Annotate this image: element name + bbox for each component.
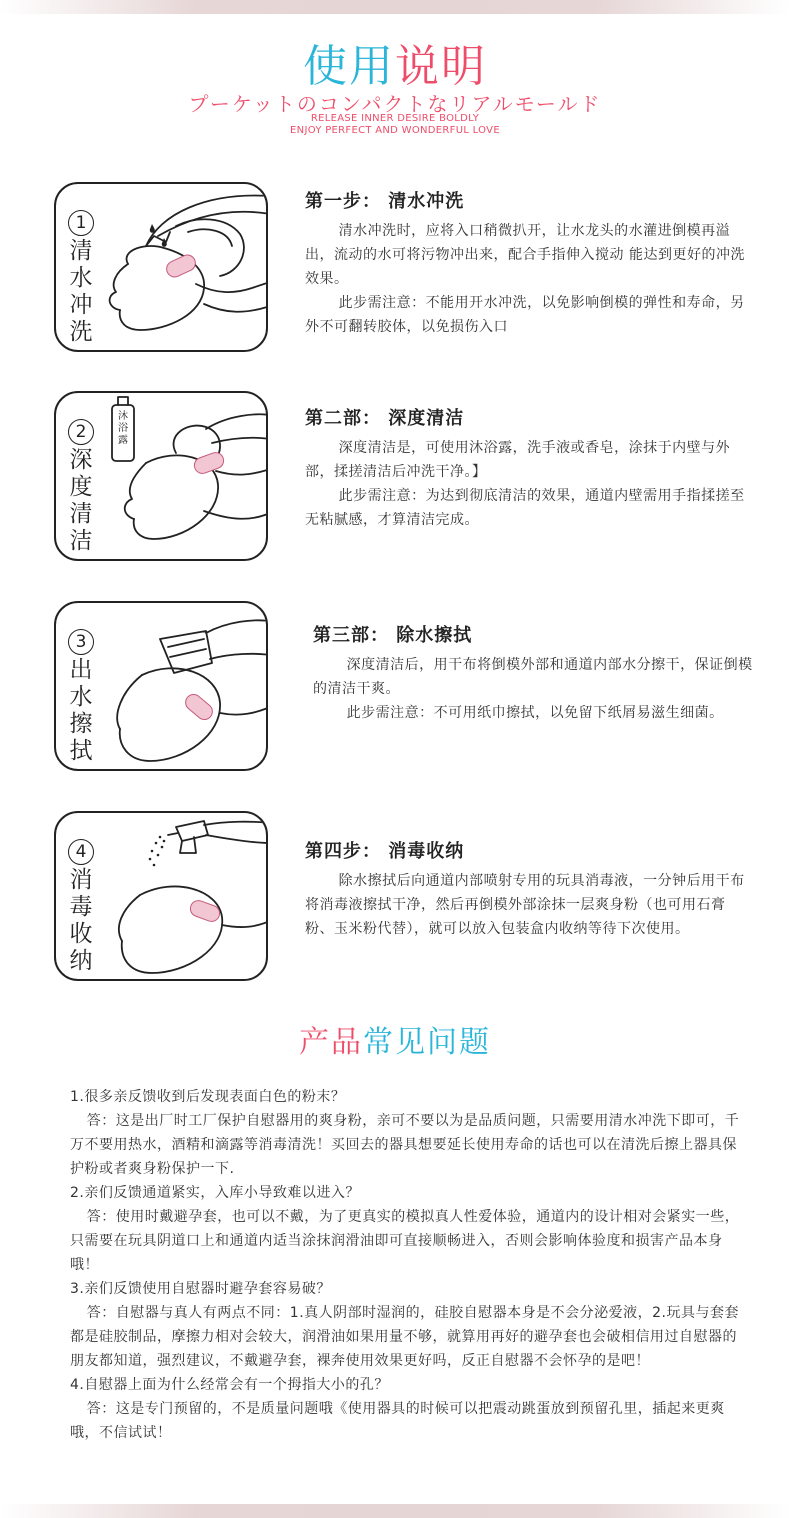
step-2-description bbox=[305, 404, 745, 532]
english-subtitle-line-1: RELEASE INNER DESIRE BOLDLY bbox=[310, 113, 480, 124]
bottom-divider bbox=[0, 1504, 790, 1518]
step-number-badge: 3 bbox=[68, 629, 94, 655]
step-1-illustration bbox=[54, 182, 268, 352]
step-2-vertical-label: 2 深 度 清 洁 bbox=[66, 417, 96, 555]
step-3-title: 第三部： 除水擦拭 bbox=[313, 625, 473, 646]
faq-question-4: 4.自慰器上面为什么经常会有一个拇指大小的孔？ bbox=[70, 1377, 389, 1393]
faq-list bbox=[70, 1085, 746, 1445]
step-1-description bbox=[305, 187, 745, 339]
faq-question-1: 1.很多亲反馈收到后发现表面白色的粉末？ bbox=[70, 1089, 346, 1105]
step-1-title: 第一步： 清水冲洗 bbox=[305, 191, 465, 212]
faq-answer-4: 答：这是专门预留的，不是质量问题哦《使用器具的时候可以把震动跳蛋放到预留孔里，插起来更爽哦，不信试试！ bbox=[70, 1401, 725, 1441]
step-4-illustration bbox=[54, 811, 268, 981]
faq-title: 产品常见问题 bbox=[299, 1025, 491, 1060]
faq-question-2: 2.亲们反馈通道紧实，入库小导致难以进入？ bbox=[70, 1185, 360, 1201]
faq-answer-2: 答：使用时戴避孕套，也可以不戴，为了更真实的模拟真人性爱体验，通道内的设计相对会紧实一些，只需要在玩具阴道口上和通道内适当涂抹润滑油即可直接顺畅进入，否则会影响体验度和损害产品本身哦！ bbox=[70, 1209, 740, 1273]
step-4-title: 第四步： 消毒收纳 bbox=[305, 841, 465, 862]
japanese-subtitle: プーケットのコンパクトなリアルモールド bbox=[188, 92, 602, 116]
faq-answer-3: 答：自慰器与真人有两点不同：1.真人阴部时湿润的，硅胶自慰器本身是不会分泌爱液，2.玩具与套套都是硅胶制品，摩擦力相对会较大，润滑油如果用量不够，就算用再好的避孕套也会破相信用过自慰器的朋友都知道，强烈建议，不戴避孕套，裸奔使用效果更好吗，反正自慰器不会怀孕的是吧！ bbox=[70, 1305, 740, 1369]
step-3-paragraph-1: 深度清洁后，用干布将倒模外部和通道内部水分擦干，保证倒模的清洁干爽。 bbox=[313, 657, 753, 697]
page-title: 使用说明 bbox=[303, 41, 487, 92]
faq-question-3: 3.亲们反馈使用自慰器时避孕套容易破？ bbox=[70, 1281, 331, 1297]
step-3-illustration bbox=[54, 601, 268, 771]
step-1-paragraph-2: 此步需注意：不能用开水冲洗，以免影响倒模的弹性和寿命，另外不可翻转胶体，以免损伤入口 bbox=[305, 295, 745, 335]
english-subtitle-line-2: ENJOY PERFECT AND WONDERFUL LOVE bbox=[290, 125, 500, 136]
step-3-description bbox=[313, 621, 753, 725]
step-1-vertical-label: 1 清 水 冲 洗 bbox=[66, 208, 96, 346]
step-3-paragraph-2: 此步需注意：不可用纸巾擦拭，以免留下纸屑易滋生细菌。 bbox=[346, 705, 724, 721]
step-number-badge: 1 bbox=[68, 210, 94, 236]
body-wash-bottle-label: 沐浴露 bbox=[118, 411, 128, 446]
top-divider bbox=[0, 0, 790, 14]
step-4-paragraph-1: 除水擦拭后向通道内部喷射专用的玩具消毒液，一分钟后用干布将消毒液擦拭干净，然后再倒模外部涂抹一层爽身粉（也可用石膏粉、玉米粉代替），就可以放入包装盒内收纳等待下次使用。 bbox=[305, 873, 745, 937]
step-4-description bbox=[305, 837, 745, 941]
step-number-badge: 2 bbox=[68, 419, 94, 445]
step-number-badge: 4 bbox=[68, 839, 94, 865]
step-2-title: 第二部： 深度清洁 bbox=[305, 408, 465, 429]
step-2-paragraph-2: 此步需注意：为达到彻底清洁的效果，通道内壁需用手指揉搓至无粘腻感，才算清洁完成。 bbox=[305, 488, 745, 528]
step-3-vertical-label: 3 出 水 擦 拭 bbox=[66, 627, 96, 765]
step-1-paragraph-1: 清水冲洗时，应将入口稍微扒开，让水龙头的水灌进倒模再溢出，流动的水可将污物冲出来，配合手指伸入搅动 能达到更好的冲洗效果。 bbox=[305, 223, 745, 287]
faq-answer-1: 答：这是出厂时工厂保护自慰器用的爽身粉，亲可不要以为是品质问题，只需要用清水冲洗下即可，千万不要用热水，酒精和滴露等消毒清洗！买回去的器具想要延长使用寿命的话也可以在清洗后擦上器具保护粉或者爽身粉保护一下. bbox=[70, 1113, 740, 1177]
step-2-illustration bbox=[54, 391, 268, 561]
step-4-vertical-label: 4 消 毒 收 纳 bbox=[66, 837, 96, 975]
step-2-paragraph-1: 深度清洁是，可使用沐浴露，洗手液或香皂，涂抹于内壁与外部，揉搓清洁后冲洗干净。】 bbox=[305, 440, 731, 480]
